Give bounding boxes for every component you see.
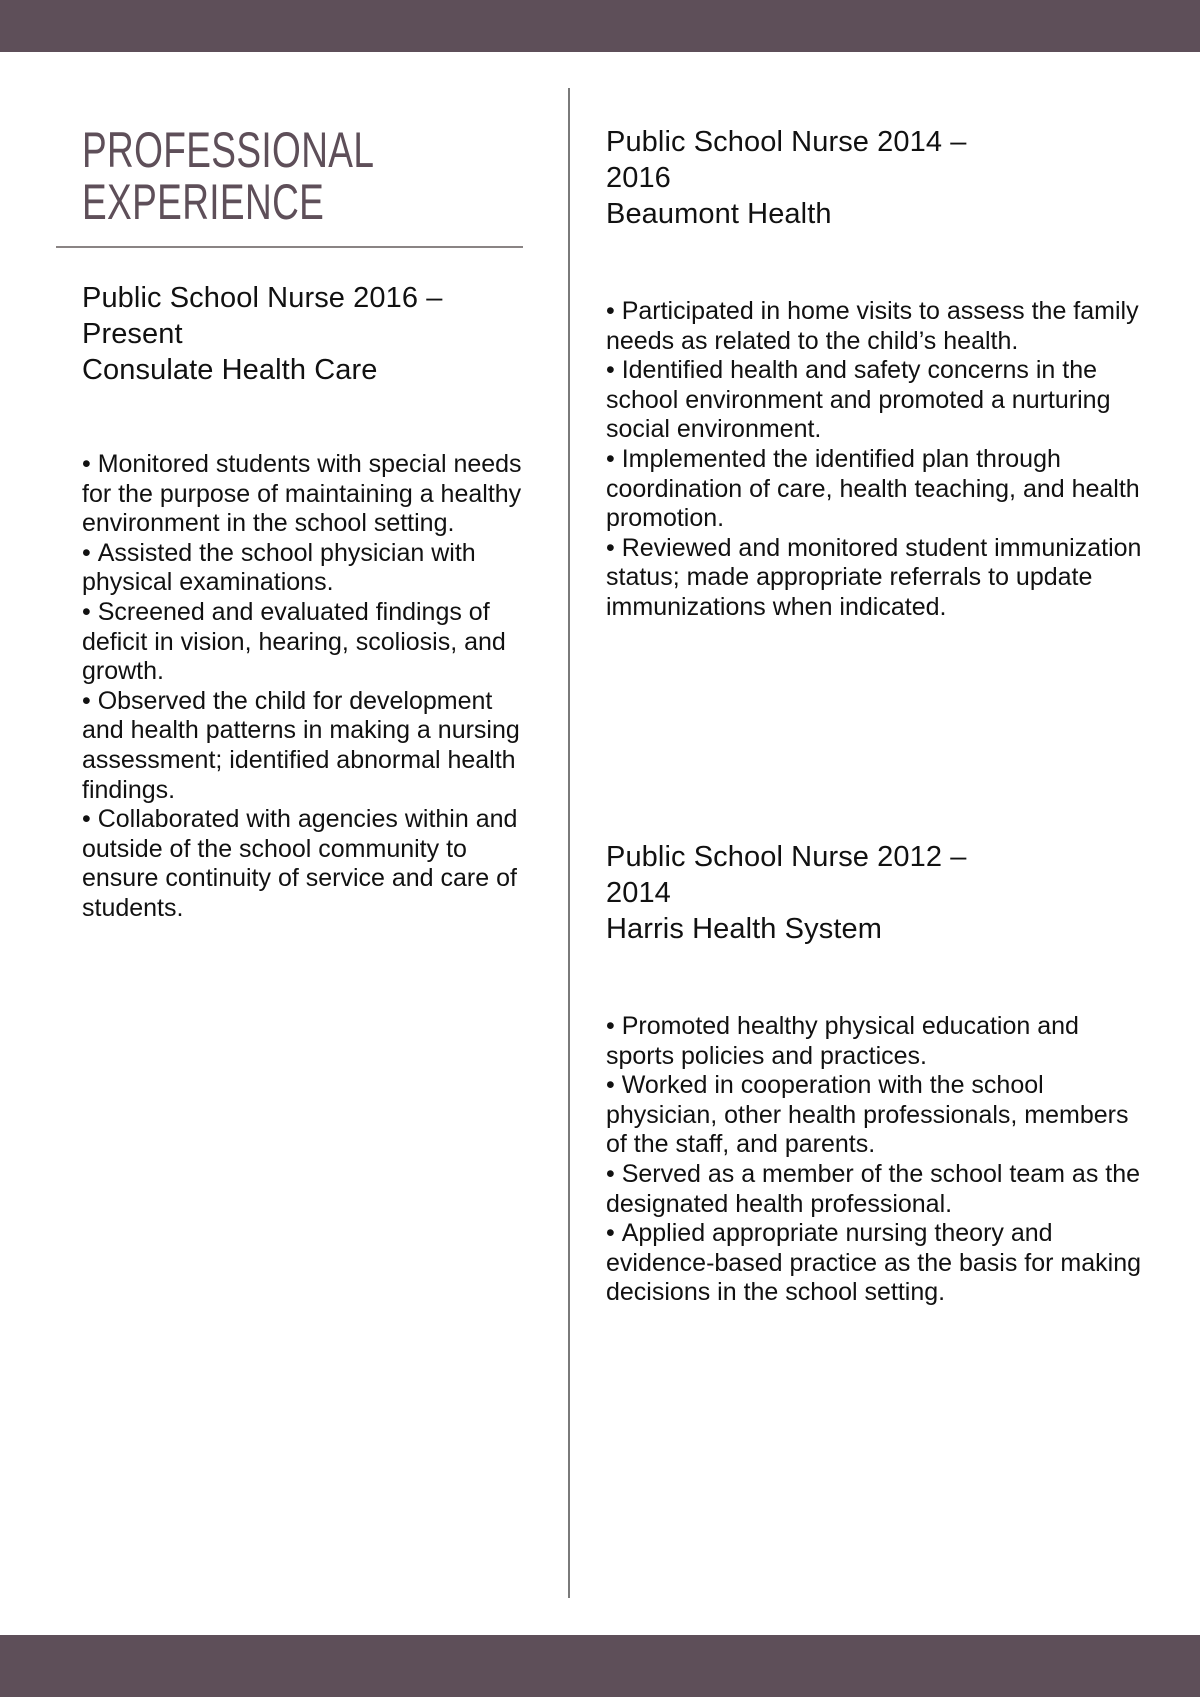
job-title: Public School Nurse 2014 – 2016 — [606, 126, 967, 194]
job-bullet: • Assisted the school physician with physical examinations. — [82, 539, 527, 598]
job-header — [82, 280, 527, 388]
job-bullet: • Participated in home visits to assess the family needs as related to the child’s health. — [606, 297, 1151, 356]
job-entry — [606, 839, 1151, 1308]
job-bullet-list — [606, 1012, 1151, 1308]
footer-bar — [0, 1635, 1200, 1697]
job-bullet: • Monitored students with special needs for the purpose of maintaining a healthy environment in the school setting. — [82, 450, 527, 539]
job-bullet: • Collaborated with agencies within and outside of the school community to ensure continuity of service and care of students. — [82, 805, 527, 923]
job-title: Public School Nurse 2016 – Present — [82, 282, 443, 350]
section-title-line-1: PROFESSIONAL — [82, 122, 375, 178]
job-bullet-list — [606, 297, 1151, 623]
job-employer: Beaumont Health — [606, 198, 832, 230]
job-title: Public School Nurse 2012 – 2014 — [606, 841, 967, 909]
job-header — [606, 839, 1151, 947]
job-bullet: • Screened and evaluated findings of deficit in vision, hearing, scoliosis, and growth. — [82, 598, 527, 687]
job-employer: Harris Health System — [606, 913, 882, 945]
job-bullet-list — [82, 450, 527, 924]
job-bullet: • Identified health and safety concerns in the school environment and promoted a nurturing social environment. — [606, 356, 1151, 445]
job-employer: Consulate Health Care — [82, 354, 378, 386]
job-bullet: • Applied appropriate nursing theory and evidence-based practice as the basis for making decisions in the school setting. — [606, 1219, 1151, 1308]
job-bullet: • Implemented the identified plan through coordination of care, health teaching, and health promotion. — [606, 445, 1151, 534]
job-bullet: • Observed the child for development and health patterns in making a nursing assessment; identified abnormal health findings. — [82, 687, 527, 805]
column-divider — [568, 88, 570, 1598]
job-bullet: • Worked in cooperation with the school physician, other health professionals, members of the staff, and parents. — [606, 1071, 1151, 1160]
job-bullet: • Reviewed and monitored student immunization status; made appropriate referrals to update immunizations when indicated. — [606, 534, 1151, 623]
section-title — [82, 124, 374, 228]
job-bullet: • Served as a member of the school team as the designated health professional. — [606, 1160, 1151, 1219]
job-entry — [82, 280, 527, 924]
section-title-line-2: EXPERIENCE — [82, 174, 325, 230]
header-bar — [0, 0, 1200, 52]
heading-divider — [56, 246, 523, 248]
job-header — [606, 124, 1151, 232]
job-entry — [606, 124, 1151, 623]
job-bullet: • Promoted healthy physical education and sports policies and practices. — [606, 1012, 1151, 1071]
